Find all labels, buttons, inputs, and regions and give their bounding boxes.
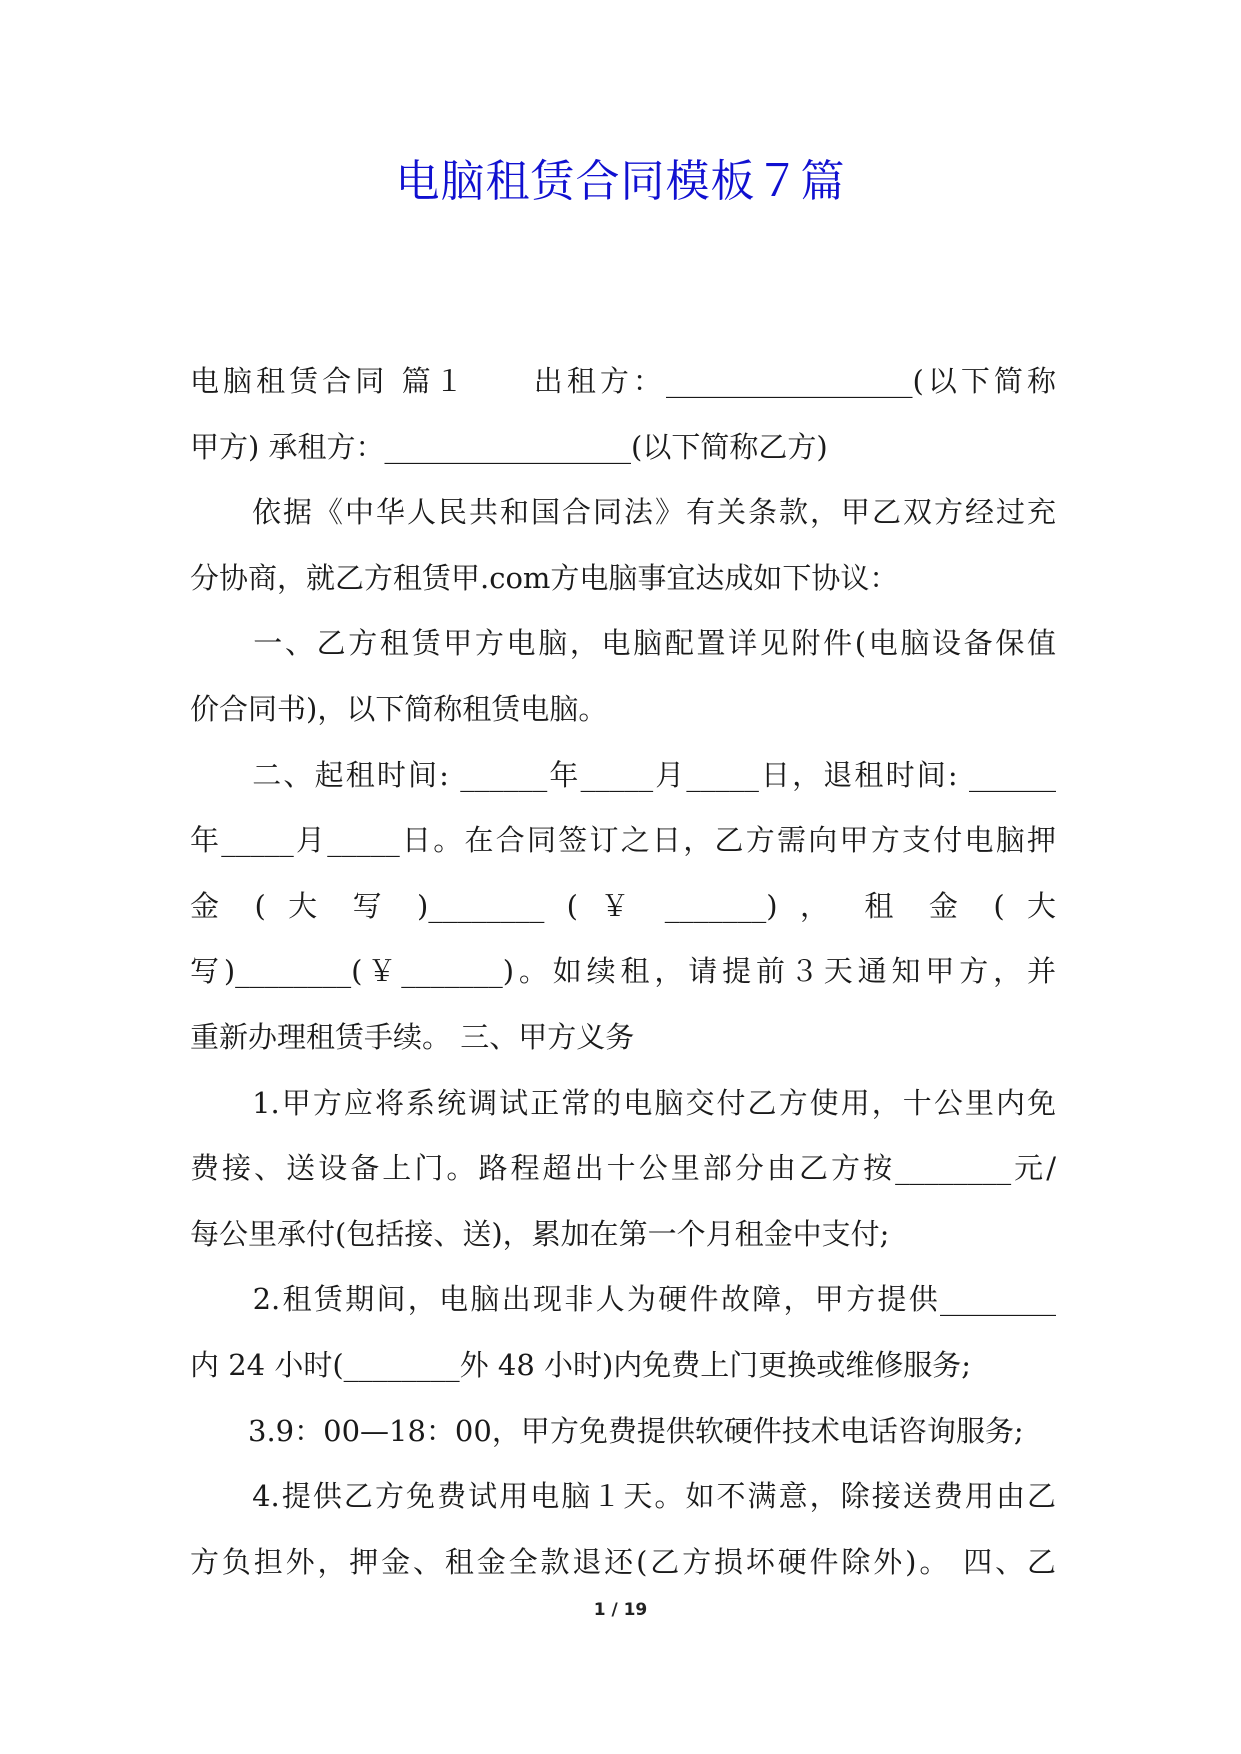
text-line: 1.甲方应将系统调试正常的电脑交付乙方使用，十公里内免 (190, 1085, 1056, 1120)
text-line: 分协商，就乙方租赁甲.com方电脑事宜达成如下协议： (190, 560, 899, 595)
text-line: 二、起租时间: ______年_____月_____日，退租时间: ______ (190, 757, 1056, 792)
text-line: 年_____月_____日。在合同签订之日，乙方需向甲方支付电脑押 (190, 823, 1056, 858)
text-line: 3.9：00—18：00，甲方免费提供软硬件技术电话咨询服务; (190, 1413, 1024, 1448)
text-line: 方负担外，押金、租金全款退还(乙方损坏硬件除外)。 四、乙 (190, 1544, 1056, 1579)
text-line: 费接、送设备上门。路程超出十公里部分由乙方按________元/ (190, 1151, 1056, 1186)
text-line: 依据《中华人民共和国合同法》有关条款，甲乙双方经过充 (190, 495, 1056, 530)
text-line: 重新办理租赁手续。 三、甲方义务 (190, 1019, 635, 1054)
document-body (190, 349, 1056, 1595)
text-line: 写)________(￥_______)。如续租，请提前３天通知甲方，并 (190, 954, 1056, 989)
text-line: 一、乙方租赁甲方电脑，电脑配置详见附件(电脑设备保值 (190, 626, 1056, 661)
text-line: 价合同书)，以下简称租赁电脑。 (190, 691, 608, 726)
text-line: 每公里承付(包括接、送)，累加在第一个月租金中支付; (190, 1216, 890, 1251)
text-line: 电脑租赁合同 篇１ 出租方：_________________(以下简称 (190, 364, 1056, 398)
text-line: 内 24 小时(________外 48 小时)内免费上门更换或维修服务; (190, 1347, 972, 1382)
text-line: 2.租赁期间，电脑出现非人为硬件故障，甲方提供________ (190, 1282, 1056, 1317)
text-line: 4.提供乙方免费试用电脑１天。如不满意，除接送费用由乙 (190, 1479, 1056, 1514)
page-number: 1 / 19 (593, 1600, 648, 1620)
text-line: 甲方) 承租方：_________________(以下简称乙方) (190, 429, 828, 464)
document-title: 电脑租赁合同模板７篇 (395, 156, 846, 207)
text-line: 金 ( 大 写 )________ ( ￥ _______) ， 租 金 ( 大 (190, 888, 1056, 923)
